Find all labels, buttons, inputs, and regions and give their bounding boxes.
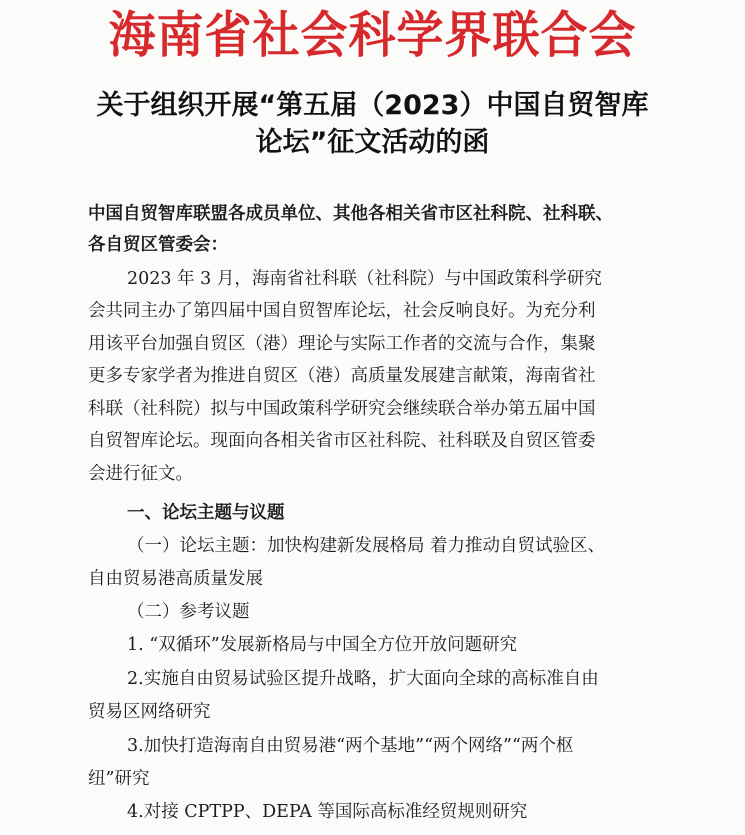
topics-heading: （二）参考议题 bbox=[127, 602, 250, 622]
intro-line-1: 2023 年 3 月，海南省社科联（社科院）与中国政策科学研究 bbox=[127, 269, 602, 289]
topic-2-line-1: 2.实施自由贸易试验区提升战略，扩大面向全球的高标准自由 bbox=[127, 669, 599, 689]
theme-line-1: （一）论坛主题：加快构建新发展格局 着力推动自贸试验区、 bbox=[127, 536, 606, 556]
intro-line-7: 会进行征文。 bbox=[88, 464, 193, 484]
letterhead: 海南省社会科学界联合会 bbox=[108, 6, 637, 65]
intro-line-5: 科联（社科院）拟与中国政策科学研究会继续联合举办第五届中国 bbox=[88, 399, 596, 419]
intro-line-4: 更多专家学者为推进自贸区（港）高质量发展建言献策，海南省社 bbox=[88, 366, 596, 386]
topic-2-line-2: 贸易区网络研究 bbox=[88, 702, 211, 722]
section-heading-1: 一、论坛主题与议题 bbox=[127, 503, 285, 523]
document-title-line-2: 论坛”征文活动的函 bbox=[255, 127, 490, 158]
document-title-line-1: 关于组织开展“第五届（2023）中国自贸智库 bbox=[96, 90, 649, 121]
theme-line-2: 自由贸易港高质量发展 bbox=[88, 569, 263, 589]
intro-line-6: 自贸智库论坛。现面向各相关省市区社科院、社科联及自贸区管委 bbox=[88, 431, 596, 451]
addressee-line-1: 中国自贸智库联盟各成员单位、其他各相关省市区社科院、社科联、 bbox=[88, 204, 613, 224]
topic-3-line-2: 纽”研究 bbox=[88, 769, 150, 789]
intro-line-3: 用该平台加强自贸区（港）理论与实际工作者的交流与合作，集聚 bbox=[88, 334, 596, 354]
topic-4: 4.对接 CPTPP、DEPA 等国际高标准经贸规则研究 bbox=[127, 802, 528, 822]
addressee-line-2: 各自贸区管委会： bbox=[88, 235, 228, 255]
topic-3-line-1: 3.加快打造海南自由贸易港“两个基地”“两个网络”“两个枢 bbox=[127, 736, 574, 756]
intro-line-2: 会共同主办了第四届中国自贸智库论坛，社会反响良好。为充分利 bbox=[88, 301, 596, 321]
topic-1: 1. “双循环”发展新格局与中国全方位开放问题研究 bbox=[127, 635, 518, 655]
